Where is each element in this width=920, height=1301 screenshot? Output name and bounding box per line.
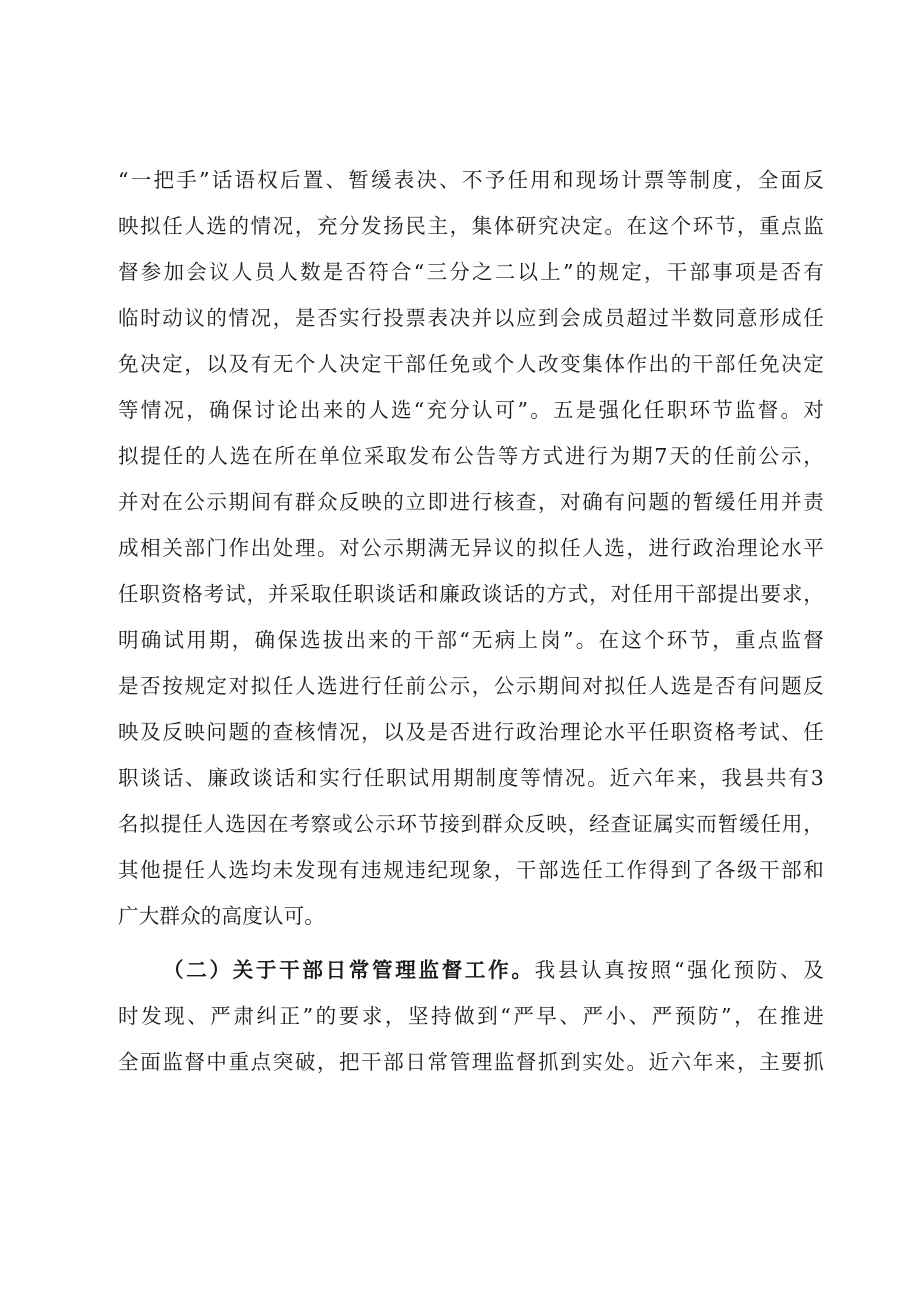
paragraph-1-line-2: 映拟任人选的情况，充分发扬民主，集体研究决定。在这个环节，重点监 <box>118 214 824 238</box>
paragraph-1-line-14: 职谈话、廉政谈话和实行任职试用期制度等情况。近六年来，我县共有3 <box>118 766 824 790</box>
paragraph-1-line-7: 拟提任的人选在所在单位采取发布公告等方式进行为期7天的任前公示， <box>118 444 824 468</box>
paragraph-1-line-3: 督参加会议人员人数是否符合“三分之二以上”的规定，干部事项是否有 <box>118 260 824 284</box>
section-heading: （二）关于干部日常管理监督工作。 <box>163 958 535 982</box>
paragraph-1-line-1: “一把手”话语权后置、暂缓表决、不予任用和现场计票等制度，全面反 <box>118 168 824 192</box>
paragraph-2-line-1 <box>163 950 824 990</box>
paragraph-1-line-6: 等情况，确保讨论出来的人选“充分认可”。五是强化任职环节监督。对 <box>118 398 824 422</box>
paragraph-1-line-9: 成相关部门作出处理。对公示期满无异议的拟任人选，进行政治理论水平 <box>118 536 824 560</box>
paragraph-1-line-8: 并对在公示期间有群众反映的立即进行核查，对确有问题的暂缓任用并责 <box>118 490 824 514</box>
paragraph-1-line-16: 其他提任人选均未发现有违规违纪现象，干部选任工作得到了各级干部和 <box>118 858 824 882</box>
paragraph-1-line-17: 广大群众的高度认可。 <box>118 904 325 928</box>
paragraph-2-line-2: 时发现、严肃纠正”的要求，坚持做到“严早、严小、严预防”，在推进 <box>118 1004 824 1028</box>
paragraph-1-line-10: 任职资格考试，并采取任职谈话和廉政谈话的方式，对任用干部提出要求， <box>118 582 824 606</box>
paragraph-1-line-5: 免决定，以及有无个人决定干部任免或个人改变集体作出的干部任免决定 <box>118 352 824 376</box>
paragraph-2-line-3: 全面监督中重点突破，把干部日常管理监督抓到实处。近六年来，主要抓 <box>118 1050 824 1074</box>
paragraph-1-line-13: 映及反映问题的查核情况，以及是否进行政治理论水平任职资格考试、任 <box>118 720 824 744</box>
paragraph-2-line-1-text: 我县认真按照“强化预防、及 <box>534 958 824 982</box>
paragraph-1-line-12: 是否按规定对拟任人选进行任前公示，公示期间对拟任人选是否有问题反 <box>118 674 824 698</box>
paragraph-1-line-4: 临时动议的情况，是否实行投票表决并以应到会成员超过半数同意形成任 <box>118 306 824 330</box>
paragraph-1-line-11: 明确试用期，确保选拔出来的干部“无病上岗”。在这个环节，重点监督 <box>118 628 824 652</box>
paragraph-1-line-15: 名拟提任人选因在考察或公示环节接到群众反映，经查证属实而暂缓任用， <box>118 812 824 836</box>
